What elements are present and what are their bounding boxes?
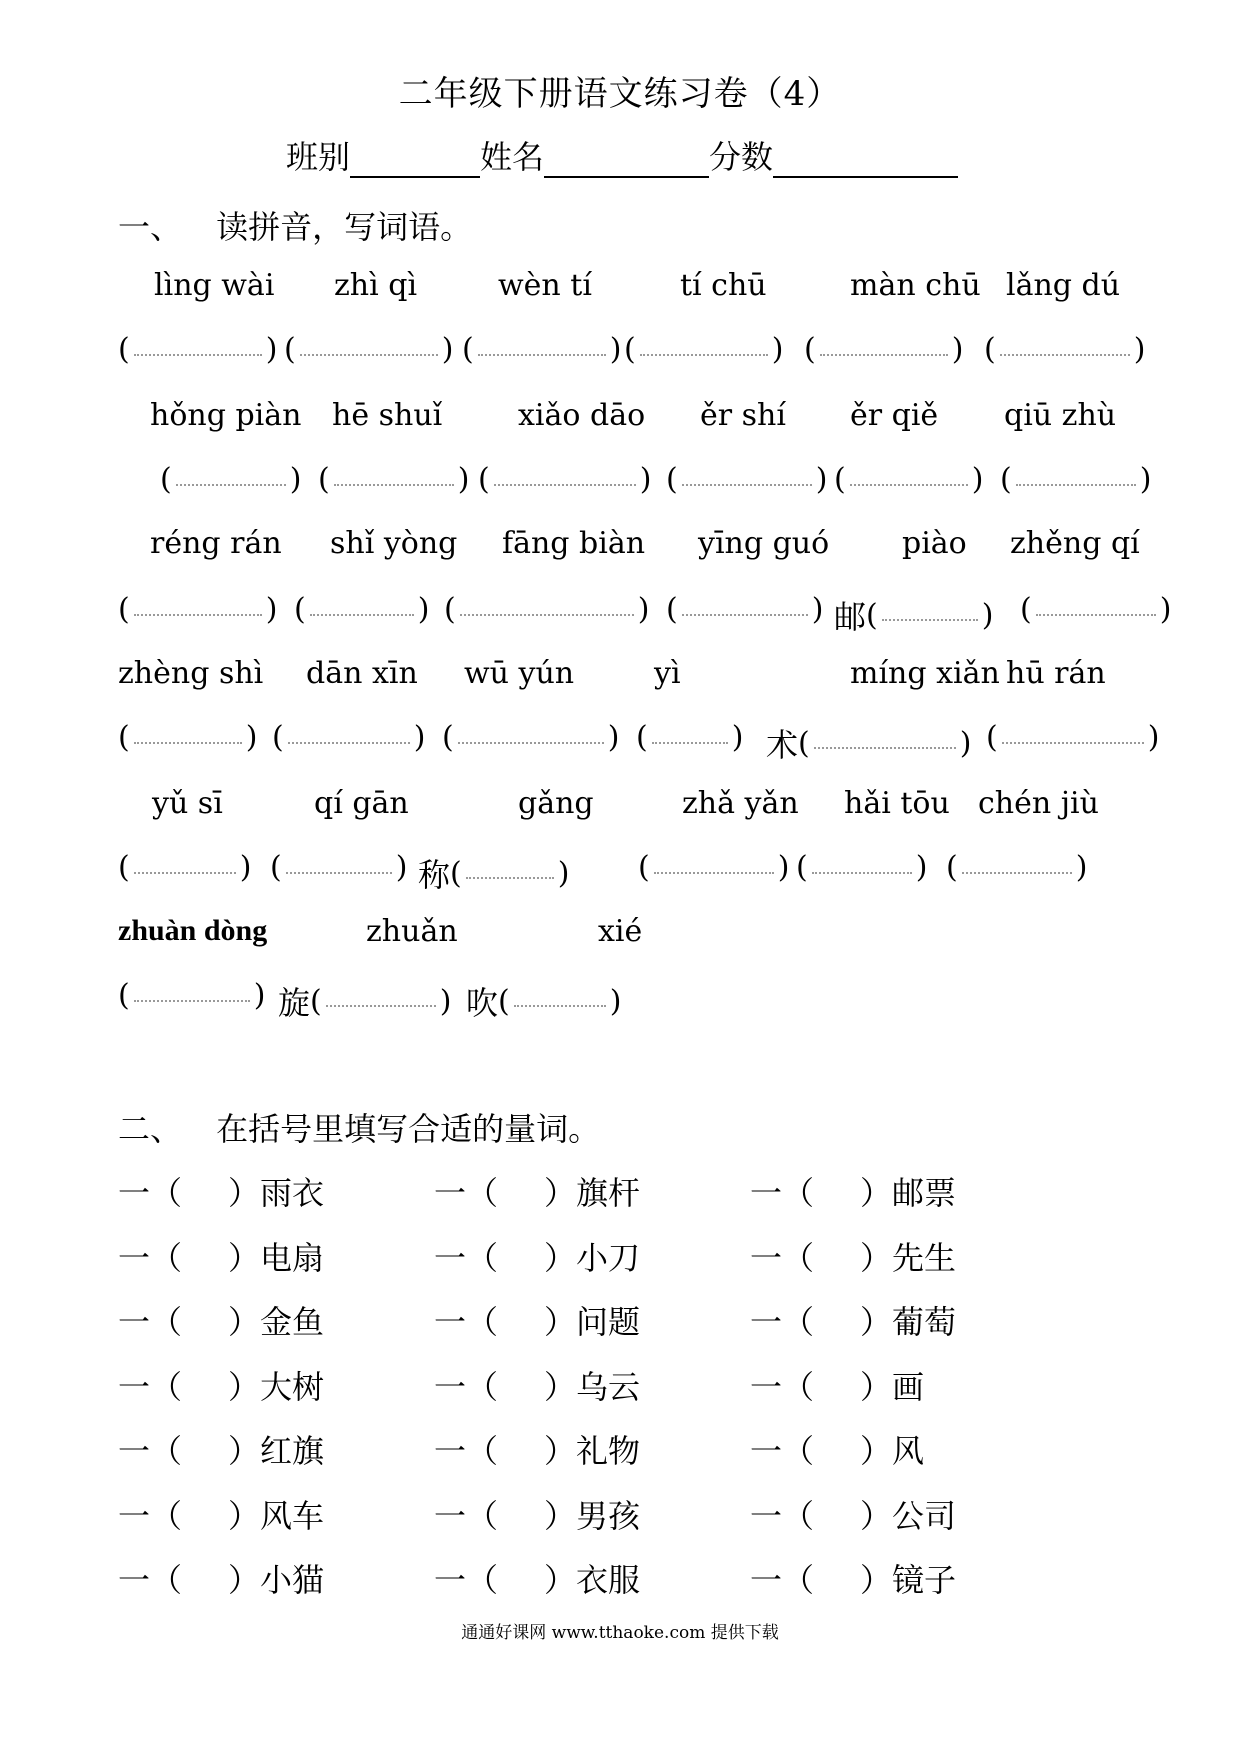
answer-bracket[interactable] [624,332,783,367]
measure-word-row [118,1491,1158,1537]
answer-bracket[interactable] [834,462,983,497]
close-paren: ) [1147,720,1160,755]
answer-bracket[interactable] [418,850,569,896]
answer-bracket[interactable] [118,720,257,755]
noun-word: 红旗 [260,1432,325,1470]
answer-bracket-row [118,850,1158,896]
close-paren: ） [860,1174,893,1212]
answer-blank[interactable] [882,609,978,621]
number-one-open-paren: 一（ [750,1238,815,1277]
pinyin-word: fāng biàn [502,526,646,561]
pinyin-word: míng xiǎn [850,656,1000,691]
pinyin-word: màn chū [850,268,981,303]
open-paren: ( [118,332,130,367]
pinyin-row [118,786,1158,832]
answer-bracket[interactable] [986,720,1159,755]
answer-blank[interactable] [458,732,604,744]
answer-bracket[interactable] [284,332,453,367]
close-paren: ） [860,1432,893,1470]
number-one-open-paren: 一（ [118,1561,183,1599]
class-label: 班别 [286,138,351,176]
close-paren: ） [544,1238,577,1277]
answer-bracket[interactable] [1020,592,1171,627]
open-paren: ( [450,855,462,891]
close-paren: ) [439,983,452,1019]
close-paren: ) [771,332,784,367]
measure-word-item[interactable] [118,1168,324,1214]
measure-word-row [118,1233,1158,1279]
open-paren: ( [310,983,322,1019]
number-one-open-paren: 一（ [434,1561,499,1599]
noun-word: 问题 [576,1303,641,1341]
measure-word-item[interactable] [118,1491,324,1537]
number-one-open-paren: 一（ [750,1303,815,1341]
measure-word-item[interactable] [118,1362,324,1408]
pinyin-word: yǔ sī [152,786,223,821]
answer-bracket[interactable] [796,850,927,885]
pinyin-word: zhěng qí [1010,526,1140,561]
answer-blank[interactable] [466,867,554,879]
close-paren: ） [544,1561,577,1599]
close-paren: ) [441,332,454,367]
answer-bracket[interactable] [318,462,469,497]
noun-word: 风车 [260,1496,325,1535]
close-paren: ） [860,1303,893,1341]
close-paren: ） [860,1496,893,1535]
pinyin-row [118,526,1158,572]
close-paren: ) [639,462,652,497]
close-paren: ) [417,592,430,627]
number-one-open-paren: 一（ [750,1561,815,1599]
answer-blank[interactable] [654,862,774,874]
number-one-open-paren: 一（ [118,1174,183,1212]
footer-credit: 通通好课网 www.tthaoke.com 提供下载 [461,1623,779,1643]
noun-word: 风 [892,1432,925,1470]
section-2-title: 在括号里填写合适的量词。 [216,1110,601,1148]
noun-word: 公司 [892,1496,957,1535]
name-blank[interactable] [544,146,709,178]
answer-blank[interactable] [514,995,606,1007]
number-one-open-paren: 一（ [434,1432,499,1470]
open-paren: ( [118,978,130,1013]
number-one-open-paren: 一（ [434,1367,499,1406]
measure-word-item[interactable] [750,1555,956,1601]
number-one-open-paren: 一（ [434,1303,499,1341]
number-one-open-paren: 一（ [750,1174,815,1212]
pinyin-word: hǒng piàn [150,398,302,433]
close-paren: ) [395,850,408,885]
close-paren: ） [544,1496,577,1535]
close-paren: ) [951,332,964,367]
open-paren: ( [636,720,648,755]
answer-bracket[interactable] [118,978,265,1013]
answer-bracket[interactable] [160,462,301,497]
answer-blank[interactable] [334,474,454,486]
pinyin-word: xiǎo dāo [518,398,646,433]
noun-word: 雨衣 [260,1174,325,1212]
open-paren: ( [984,332,996,367]
pinyin-row [118,268,1158,314]
open-paren: ( [624,332,636,367]
measure-word-item[interactable] [750,1233,956,1279]
open-paren: ( [478,462,490,497]
noun-word: 乌云 [576,1367,641,1406]
answer-bracket[interactable] [278,978,451,1024]
measure-word-item[interactable] [750,1362,924,1408]
close-paren: ） [544,1432,577,1470]
open-paren: ( [118,720,130,755]
pinyin-word: wū yún [464,656,575,691]
measure-word-item[interactable] [434,1426,640,1472]
close-paren: ) [609,983,622,1019]
noun-word: 小猫 [260,1561,325,1599]
open-paren: ( [462,332,474,367]
section-2-number: 二、 [118,1110,183,1148]
answer-blank[interactable] [134,604,262,616]
open-paren: ( [804,332,816,367]
pinyin-word: ěr shí [700,398,786,433]
close-paren: ） [228,1432,261,1470]
open-paren: ( [318,462,330,497]
close-paren: ） [228,1561,261,1599]
pinyin-word: hū rán [1006,656,1106,691]
noun-word: 先生 [892,1238,957,1277]
score-label: 分数 [709,138,774,176]
answer-bracket[interactable] [444,592,649,627]
answer-bracket[interactable] [804,332,963,367]
close-paren: ) [265,332,278,367]
answer-bracket-row [118,332,1158,378]
measure-word-item[interactable] [434,1491,640,1537]
noun-word: 大树 [260,1367,325,1406]
answer-blank[interactable] [286,862,392,874]
pinyin-word: zhuǎn [366,914,458,949]
number-one-open-paren: 一（ [434,1174,499,1212]
close-paren: ) [609,332,622,367]
answer-bracket[interactable] [294,592,429,627]
close-paren: ) [265,592,278,627]
pinyin-word: yīng guó [698,526,830,561]
noun-word: 葡萄 [892,1303,957,1341]
number-one-open-paren: 一（ [118,1238,183,1277]
close-paren: ） [228,1496,261,1535]
pinyin-word: zhèng shì [118,656,264,691]
pinyin-row [118,914,1158,960]
pinyin-word: piào [902,526,967,561]
close-paren: ） [860,1367,893,1406]
noun-word: 旗杆 [576,1174,641,1212]
pinyin-word: zhì qì [334,268,418,303]
pinyin-word: xié [598,914,643,949]
measure-word-item[interactable] [750,1168,956,1214]
pinyin-word: zhǎ yǎn [682,786,799,821]
score-blank[interactable] [773,146,958,178]
number-one-open-paren: 一（ [434,1238,499,1277]
answer-blank[interactable] [640,344,768,356]
answer-bracket-row [118,978,1158,1024]
noun-word: 镜子 [892,1561,957,1599]
measure-word-item[interactable] [118,1426,324,1472]
number-one-open-paren: 一（ [118,1367,183,1406]
number-one-open-paren: 一（ [750,1432,815,1470]
section-1-number: 一、 [118,208,183,246]
answer-bracket[interactable] [1000,462,1151,497]
open-paren: ( [270,850,282,885]
open-paren: ( [1000,462,1012,497]
measure-word-item[interactable] [118,1555,324,1601]
close-paren: ) [457,462,470,497]
measure-word-item[interactable] [434,1297,640,1343]
number-one-open-paren: 一（ [750,1367,815,1406]
answer-blank[interactable] [1036,604,1156,616]
open-paren: ( [1020,592,1032,627]
answer-bracket-row [118,720,1158,766]
answer-bracket[interactable] [466,978,621,1024]
answer-bracket[interactable] [270,850,407,885]
number-one-open-paren: 一（ [118,1303,183,1341]
answer-blank[interactable] [850,474,968,486]
measure-word-item[interactable] [750,1426,924,1472]
answer-bracket[interactable] [766,720,971,766]
given-character: 称 [418,856,451,894]
number-one-open-paren: 一（ [118,1432,183,1470]
answer-blank[interactable] [134,862,236,874]
answer-blank[interactable] [1016,474,1136,486]
answer-blank[interactable] [478,344,606,356]
open-paren: ( [272,720,284,755]
close-paren: ） [544,1174,577,1212]
answer-blank[interactable] [812,862,912,874]
pinyin-word: zhuàn dòng [118,914,268,947]
answer-bracket[interactable] [984,332,1145,367]
answer-blank[interactable] [134,344,262,356]
number-one-open-paren: 一（ [434,1496,499,1535]
open-paren: ( [666,462,678,497]
answer-bracket[interactable] [478,462,651,497]
close-paren: ) [557,855,570,891]
pinyin-word: lìng wài [154,268,275,303]
close-paren: ) [289,462,302,497]
close-paren: ） [544,1367,577,1406]
answer-blank[interactable] [1000,344,1130,356]
close-paren: ) [915,850,928,885]
section-2-heading [118,1104,600,1150]
open-paren: ( [444,592,456,627]
measure-word-item[interactable] [434,1233,640,1279]
given-character: 旋 [278,984,311,1022]
open-paren: ( [498,983,510,1019]
close-paren: ） [228,1303,261,1341]
measure-word-item[interactable] [750,1491,956,1537]
measure-word-row [118,1555,1158,1601]
number-one-open-paren: 一（ [750,1496,815,1535]
noun-word: 电扇 [260,1238,325,1277]
open-paren: ( [284,332,296,367]
given-character: 邮 [834,598,867,636]
open-paren: ( [442,720,454,755]
close-paren: ） [228,1174,261,1212]
name-label: 姓名 [480,138,545,176]
answer-bracket[interactable] [118,592,277,627]
pinyin-word: dān xīn [306,656,418,691]
close-paren: ) [413,720,426,755]
section-1-title: 读拼音，写词语。 [216,208,473,246]
close-paren: ) [607,720,620,755]
open-paren: ( [666,592,678,627]
measure-word-item[interactable] [434,1168,640,1214]
noun-word: 小刀 [576,1238,641,1277]
answer-bracket[interactable] [666,462,827,497]
answer-bracket[interactable] [118,332,277,367]
open-paren: ( [946,850,958,885]
measure-word-item[interactable] [750,1297,956,1343]
noun-word: 金鱼 [260,1303,325,1341]
measure-word-row [118,1362,1158,1408]
pinyin-word: qiū zhù [1004,398,1117,433]
open-paren: ( [638,850,650,885]
answer-blank[interactable] [1002,732,1144,744]
pinyin-word: tí chū [680,268,767,303]
measure-word-row [118,1426,1158,1472]
answer-bracket[interactable] [462,332,621,367]
measure-word-item[interactable] [434,1555,640,1601]
answer-bracket[interactable] [946,850,1087,885]
noun-word: 衣服 [576,1561,641,1599]
close-paren: ) [815,462,828,497]
answer-blank[interactable] [460,604,634,616]
answer-bracket[interactable] [442,720,619,755]
open-paren: ( [796,850,808,885]
open-paren: ( [160,462,172,497]
answer-blank[interactable] [682,604,808,616]
answer-bracket[interactable] [636,720,743,755]
answer-bracket[interactable] [666,592,823,627]
answer-bracket-row [118,462,1158,508]
given-character: 吹 [466,984,499,1022]
close-paren: ) [971,462,984,497]
answer-blank[interactable] [494,474,636,486]
noun-word: 邮票 [892,1174,957,1212]
answer-blank[interactable] [288,732,410,744]
close-paren: ) [1139,462,1152,497]
close-paren: ) [1075,850,1088,885]
open-paren: ( [294,592,306,627]
pinyin-word: hǎi tōu [844,786,950,821]
pinyin-word: hē shuǐ [332,398,443,433]
pinyin-row [118,398,1158,444]
answer-bracket[interactable] [834,592,993,638]
answer-blank[interactable] [962,862,1072,874]
student-info-row [286,132,958,178]
open-paren: ( [118,850,130,885]
close-paren: ) [959,725,972,761]
pinyin-word: ěr qiě [850,398,939,433]
close-paren: ） [860,1561,893,1599]
pinyin-word: réng rán [150,526,282,561]
pinyin-word: yì [654,656,681,691]
answer-blank[interactable] [326,995,436,1007]
measure-word-item[interactable] [118,1297,324,1343]
open-paren: ( [986,720,998,755]
measure-word-item[interactable] [434,1362,640,1408]
close-paren: ） [228,1367,261,1406]
answer-bracket-row [118,592,1172,638]
pinyin-word: chén jiù [978,786,1099,821]
answer-blank[interactable] [300,344,438,356]
number-one-open-paren: 一（ [118,1496,183,1535]
answer-blank[interactable] [652,732,728,744]
close-paren: ) [239,850,252,885]
close-paren: ) [811,592,824,627]
open-paren: ( [834,462,846,497]
close-paren: ) [1159,592,1172,627]
answer-bracket[interactable] [272,720,425,755]
open-paren: ( [798,725,810,761]
close-paren: ) [731,720,744,755]
pinyin-word: gǎng [518,786,594,821]
open-paren: ( [118,592,130,627]
page-title: 二年级下册语文练习卷（4） [398,74,842,114]
measure-word-row [118,1297,1158,1343]
close-paren: ) [253,978,266,1013]
section-1-heading [118,202,472,248]
measure-word-row [118,1168,1158,1214]
pinyin-word: wèn tí [498,268,592,303]
class-blank[interactable] [350,146,480,178]
answer-blank[interactable] [682,474,812,486]
close-paren: ） [544,1303,577,1341]
answer-blank[interactable] [134,732,242,744]
answer-blank[interactable] [820,344,948,356]
pinyin-word: lǎng dú [1006,268,1121,303]
answer-bracket[interactable] [118,850,251,885]
close-paren: ) [981,597,994,633]
close-paren: ) [777,850,790,885]
noun-word: 男孩 [576,1496,641,1535]
noun-word: 画 [892,1367,925,1406]
noun-word: 礼物 [576,1432,641,1470]
close-paren: ） [228,1238,261,1277]
close-paren: ) [1133,332,1146,367]
close-paren: ) [637,592,650,627]
answer-blank[interactable] [814,737,956,749]
pinyin-word: qí gān [314,786,409,821]
close-paren: ） [860,1238,893,1277]
pinyin-word: shǐ yòng [330,526,458,561]
answer-blank[interactable] [176,474,286,486]
open-paren: ( [866,597,878,633]
answer-blank[interactable] [134,990,250,1002]
answer-blank[interactable] [310,604,414,616]
measure-word-item[interactable] [118,1233,324,1279]
answer-bracket[interactable] [638,850,789,885]
pinyin-row [118,656,1158,702]
given-character: 术 [766,726,799,764]
close-paren: ) [245,720,258,755]
